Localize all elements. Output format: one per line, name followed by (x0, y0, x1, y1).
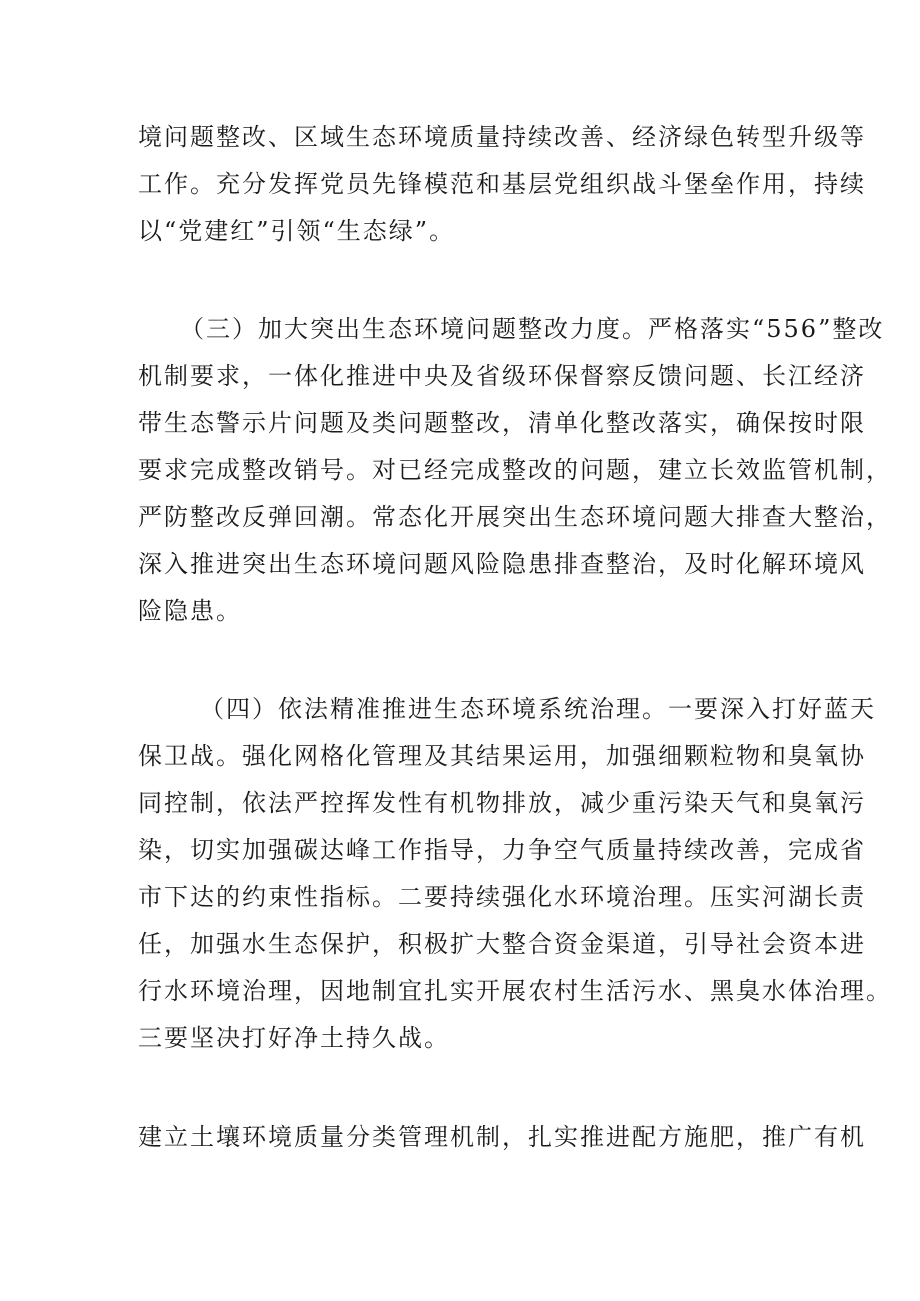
text-line: （三）加大突出生态环境问题整改力度。严格落实“556”整改 (180, 315, 885, 343)
text-line: 带生态警示片问题及类问题整改，清单化整改落实，确保按时限 (138, 409, 866, 437)
text-line: 保卫战。强化网格化管理及其结果运用，加强细颗粒物和臭氧协 (138, 742, 866, 770)
text-line: 险隐患。 (138, 597, 242, 625)
text-line: 境问题整改、区域生态环境质量持续改善、经济绿色转型升级等 (138, 123, 866, 151)
text-line: 以“党建红”引领“生态绿”。 (138, 217, 456, 245)
text-line: 深入推进突出生态环境问题风险隐患排查整治，及时化解环境风 (138, 550, 866, 578)
text-line: （四）依法精准推进生态环境系统治理。一要深入打好蓝天 (200, 695, 876, 723)
text-line: 染，切实加强碳达峰工作指导，力争空气质量持续改善，完成省 (138, 836, 866, 864)
text-line: 三要坚决打好净土持久战。 (138, 1024, 450, 1052)
text-line: 市下达的约束性指标。二要持续强化水环境治理。压实河湖长责 (138, 883, 866, 911)
text-line: 严防整改反弹回潮。常态化开展突出生态环境问题大排查大整治， (138, 503, 892, 531)
text-line: 工作。充分发挥党员先锋模范和基层党组织战斗堡垒作用，持续 (138, 170, 866, 198)
text-line: 要求完成整改销号。对已经完成整改的问题，建立长效监管机制， (138, 456, 892, 484)
text-line: 行水环境治理，因地制宜扎实开展农村生活污水、黑臭水体治理。 (138, 977, 892, 1005)
text-line: 同控制，依法严控挥发性有机物排放，减少重污染天气和臭氧污 (138, 789, 866, 817)
text-line: 任，加强水生态保护，积极扩大整合资金渠道，引导社会资本进 (138, 930, 866, 958)
text-line: 建立土壤环境质量分类管理机制，扎实推进配方施肥，推广有机 (138, 1123, 866, 1151)
text-line: 机制要求，一体化推进中央及省级环保督察反馈问题、长江经济 (138, 362, 866, 390)
